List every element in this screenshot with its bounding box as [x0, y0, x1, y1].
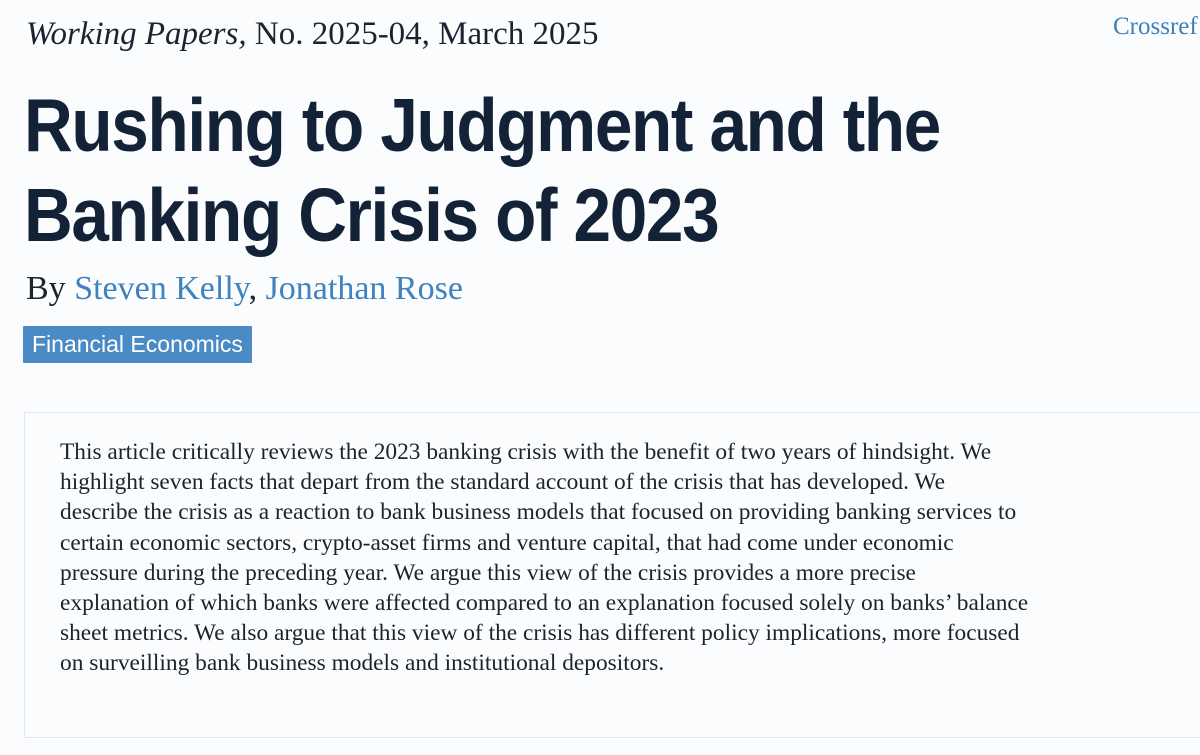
abstract-line: explanation of which banks were affected compared to an explanation focused solely on banks’ balance	[60, 590, 1029, 617]
article-title	[24, 80, 941, 260]
abstract-text	[60, 437, 1170, 679]
abstract-line: sheet metrics. We also argue that this view of the crisis has different policy implications, more focused	[60, 620, 1020, 647]
byline	[26, 268, 463, 310]
abstract-line: on surveilling bank business models and institutional depositors.	[60, 650, 665, 677]
abstract-line: highlight seven facts that depart from the standard account of the crisis that has developed. We	[60, 469, 945, 496]
author-link-steven-kelly[interactable]: Steven Kelly	[74, 270, 249, 307]
crossref-link[interactable]: Crossref	[1113, 13, 1198, 40]
title-line-1: Rushing to Judgment and the	[24, 83, 941, 167]
author-link-jonathan-rose[interactable]: Jonathan Rose	[265, 270, 463, 307]
abstract-line: describe the crisis as a reaction to bank business models that focused on providing banking services to	[60, 499, 1017, 526]
publication-series	[26, 14, 599, 54]
title-line-2: Banking Crisis of 2023	[24, 173, 719, 257]
abstract-box	[24, 412, 1200, 738]
abstract-line: certain economic sectors, crypto-asset firms and venture capital, that had come under economic	[60, 529, 954, 556]
byline-prefix: By	[26, 270, 66, 307]
author-separator: ,	[248, 270, 258, 307]
topic-tag[interactable]: Financial Economics	[23, 326, 252, 363]
series-name: Working Papers,	[26, 16, 247, 52]
abstract-line: pressure during the preceding year. We argue this view of the crisis provides a more precise	[60, 559, 916, 586]
issue-info: No. 2025-04, March 2025	[254, 16, 599, 52]
abstract-line: This article critically reviews the 2023 banking crisis with the benefit of two years of hindsight. We	[60, 439, 992, 465]
